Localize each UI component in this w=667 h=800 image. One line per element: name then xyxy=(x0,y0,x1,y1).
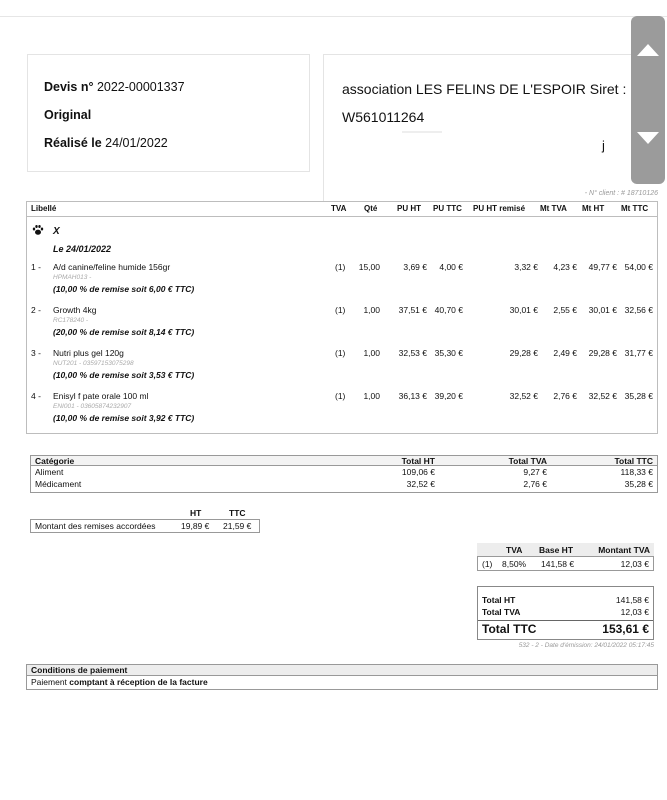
item-reference: RC178240 - xyxy=(53,317,89,324)
paw-icon xyxy=(32,224,44,236)
category-ht: 109,06 € xyxy=(401,467,435,477)
item-qte: 1,00 xyxy=(363,305,380,315)
item-number: 1 - xyxy=(31,262,41,272)
total-ht-label: Total HT xyxy=(482,595,516,605)
item-pu-ht-remise: 3,32 € xyxy=(514,262,538,272)
total-ttc-label: Total TTC xyxy=(482,622,537,636)
recipient-box xyxy=(323,54,643,202)
item-pu-ttc: 40,70 € xyxy=(434,305,463,315)
col-mt-ht: Mt HT xyxy=(582,204,605,213)
vat-rate: 8,50% xyxy=(502,559,527,569)
top-divider xyxy=(0,16,667,17)
item-mt-tva: 2,55 € xyxy=(553,305,577,315)
realise-date: 24/01/2022 xyxy=(105,136,168,150)
discount-ttc: 21,59 € xyxy=(223,521,252,531)
item-tva: (1) xyxy=(335,305,346,315)
item-qte: 1,00 xyxy=(363,348,380,358)
col-libelle: Libellé xyxy=(31,204,57,213)
scroll-up-button[interactable] xyxy=(635,36,661,62)
payment-conditions-header xyxy=(26,664,658,676)
category-table-body xyxy=(30,466,658,493)
vat-table-body xyxy=(477,556,654,571)
col-tva: TVA xyxy=(331,204,347,213)
item-pu-ttc: 39,20 € xyxy=(434,391,463,401)
realise-line xyxy=(44,136,168,150)
discount-ttc-label: TTC xyxy=(229,508,246,518)
col-pu-ttc: PU TTC xyxy=(433,204,462,213)
col-pu-ht: PU HT xyxy=(397,204,421,213)
discounts-table xyxy=(30,507,260,535)
item-reference: NUT201 - 03597153075298 xyxy=(53,360,134,367)
col-mt-ttc: Mt TTC xyxy=(621,204,649,213)
scroll-widget[interactable] xyxy=(631,16,665,184)
col-total-ht: Total HT xyxy=(401,456,435,466)
payment-conditions xyxy=(26,664,658,692)
item-pu-ht: 32,53 € xyxy=(398,348,427,358)
item-tva: (1) xyxy=(335,391,346,401)
item-tva: (1) xyxy=(335,348,346,358)
arrow-down-icon xyxy=(635,126,661,152)
col-montant-tva: Montant TVA xyxy=(598,545,650,555)
item-qte: 1,00 xyxy=(363,391,380,401)
recipient-mark: j xyxy=(602,138,605,153)
payment-conditions-title: Conditions de paiement xyxy=(31,665,128,675)
category-tva: 9,27 € xyxy=(523,467,547,477)
category-ttc: 118,33 € xyxy=(620,467,653,477)
items-table xyxy=(26,201,658,434)
item-number: 2 - xyxy=(31,305,41,315)
table-row xyxy=(27,348,657,390)
total-tva-label: Total TVA xyxy=(482,607,521,617)
col-mt-tva: Mt TVA xyxy=(540,204,567,213)
animal-name: X xyxy=(53,226,60,237)
emission-date: 532 - 2 - Date d'émission: 24/01/2022 05:17:45 xyxy=(518,642,654,649)
item-reference: HPMAH013 - xyxy=(53,274,92,281)
item-name: A/d canine/feline humide 156gr xyxy=(53,262,171,272)
payment-conditions-text xyxy=(31,677,208,687)
discounts-table-body xyxy=(30,519,260,533)
item-discount: (20,00 % de remise soit 8,14 € TTC) xyxy=(53,327,195,337)
item-pu-ht: 37,51 € xyxy=(398,305,427,315)
devis-number: 2022-00001337 xyxy=(96,80,185,94)
category-tva: 2,76 € xyxy=(523,479,547,489)
total-ttc-value: 153,61 € xyxy=(602,622,649,636)
scroll-down-button[interactable] xyxy=(635,126,661,152)
vat-table-header xyxy=(477,543,654,556)
col-vat: TVA xyxy=(506,545,523,555)
table-row xyxy=(27,262,657,304)
item-pu-ttc: 4,00 € xyxy=(439,262,463,272)
item-tva: (1) xyxy=(335,262,346,272)
item-pu-ht-remise: 32,52 € xyxy=(509,391,538,401)
devis-label: Devis n° xyxy=(44,80,94,94)
payment-prefix: Paiement xyxy=(31,677,67,687)
item-pu-ht: 3,69 € xyxy=(403,262,427,272)
item-pu-ttc: 35,30 € xyxy=(434,348,463,358)
item-name: Growth 4kg xyxy=(53,305,97,315)
item-number: 3 - xyxy=(31,348,41,358)
item-pu-ht-remise: 30,01 € xyxy=(509,305,538,315)
col-total-tva: Total TVA xyxy=(508,456,547,466)
table-row xyxy=(27,391,657,433)
vat-code: (1) xyxy=(482,559,493,569)
devis-number-line xyxy=(44,80,185,94)
items-table-header xyxy=(27,202,657,217)
discounts-table-header xyxy=(30,507,260,519)
item-mt-ttc: 32,56 € xyxy=(624,305,653,315)
category-table xyxy=(30,455,658,493)
col-qte: Qté xyxy=(364,204,378,213)
total-ht-value: 141,58 € xyxy=(615,595,649,605)
item-mt-ht: 32,52 € xyxy=(588,391,617,401)
table-row xyxy=(27,305,657,347)
payment-terms: comptant à réception de la facture xyxy=(69,677,208,687)
item-pu-ht-remise: 29,28 € xyxy=(509,348,538,358)
redacted-line xyxy=(402,131,442,133)
vat-amount: 12,03 € xyxy=(620,559,649,569)
col-base-ht: Base HT xyxy=(539,545,574,555)
client-number: - N° client : # 18710126 xyxy=(584,190,658,197)
item-mt-tva: 2,76 € xyxy=(553,391,577,401)
item-name: Enisyl f pate orale 100 ml xyxy=(53,391,149,401)
col-pu-ht-remise: PU HT remisé xyxy=(473,204,526,213)
item-discount: (10,00 % de remise soit 3,53 € TTC) xyxy=(53,370,195,380)
category-name: Aliment xyxy=(35,467,64,477)
original-label: Original xyxy=(44,108,92,122)
arrow-up-icon xyxy=(635,36,661,62)
item-mt-ht: 29,28 € xyxy=(588,348,617,358)
recipient-siret: W561011264 xyxy=(342,109,425,125)
item-mt-tva: 4,23 € xyxy=(553,262,577,272)
totals-divider xyxy=(478,620,653,621)
recipient-name: association LES FELINS DE L'ESPOIR Siret : xyxy=(342,81,627,97)
item-name: Nutri plus gel 120g xyxy=(53,348,124,358)
original-line xyxy=(44,108,91,122)
item-number: 4 - xyxy=(31,391,41,401)
devis-info-box xyxy=(27,54,310,172)
item-mt-ttc: 54,00 € xyxy=(624,262,653,272)
item-qte: 15,00 xyxy=(358,262,380,272)
category-ht: 32,52 € xyxy=(406,479,435,489)
col-categorie: Catégorie xyxy=(35,456,75,466)
item-discount: (10,00 % de remise soit 3,92 € TTC) xyxy=(53,413,195,423)
consultation-date: Le 24/01/2022 xyxy=(53,244,112,254)
total-tva-value: 12,03 € xyxy=(620,607,649,617)
item-discount: (10,00 % de remise soit 6,00 € TTC) xyxy=(53,284,195,294)
item-mt-ht: 49,77 € xyxy=(588,262,617,272)
item-reference: ENI001 - 03605874232907 xyxy=(53,403,132,410)
discount-ht-label: HT xyxy=(190,508,202,518)
payment-conditions-body xyxy=(26,676,658,690)
item-mt-ttc: 35,28 € xyxy=(624,391,653,401)
item-mt-ht: 30,01 € xyxy=(588,305,617,315)
category-name: Médicament xyxy=(35,479,82,489)
item-mt-tva: 2,49 € xyxy=(553,348,577,358)
col-total-ttc: Total TTC xyxy=(614,456,653,466)
category-ttc: 35,28 € xyxy=(624,479,653,489)
vat-base: 141,58 € xyxy=(541,559,575,569)
vat-table xyxy=(477,543,654,573)
category-table-header xyxy=(30,455,658,466)
discount-label: Montant des remises accordées xyxy=(35,521,156,531)
realise-label: Réalisé le xyxy=(44,136,102,150)
totals-box xyxy=(477,586,654,640)
item-mt-ttc: 31,77 € xyxy=(624,348,653,358)
item-pu-ht: 36,13 € xyxy=(398,391,427,401)
discount-ht: 19,89 € xyxy=(181,521,210,531)
